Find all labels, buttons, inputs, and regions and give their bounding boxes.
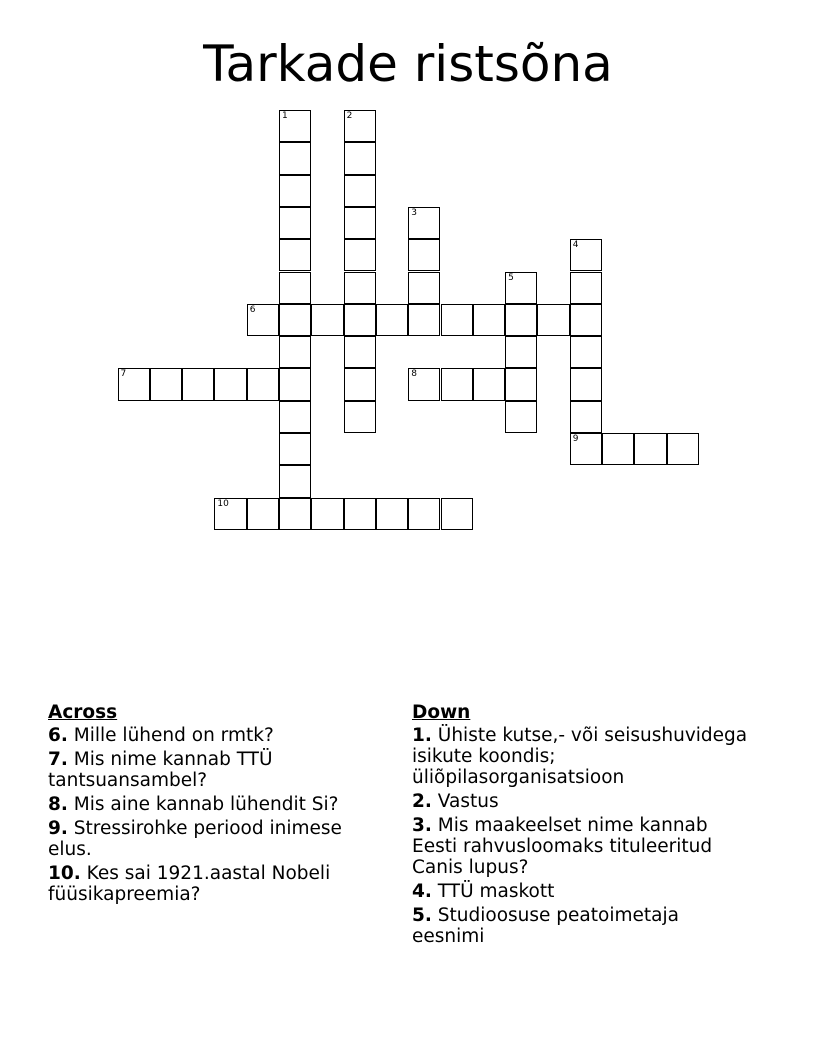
grid-cell[interactable] [344,175,376,207]
clue-across-8 [48,794,378,815]
grid-cell[interactable] [344,401,376,433]
grid-cell[interactable] [441,304,473,336]
clue-number: 8. [48,794,68,815]
grid-cell[interactable] [279,465,311,497]
grid-cell[interactable] [505,304,537,336]
grid-cell[interactable] [505,272,537,304]
grid-cell[interactable] [344,207,376,239]
clue-down-4 [412,881,757,902]
grid-cell[interactable] [667,433,699,465]
grid-cell[interactable] [473,304,505,336]
grid-cell[interactable] [311,498,343,530]
clue-across-10 [48,863,378,905]
cell-number: 4 [572,240,579,251]
grid-cell[interactable] [344,272,376,304]
down-clues [412,702,757,950]
clue-down-2 [412,791,757,812]
clue-number: 4. [412,881,432,902]
cell-number: 10 [217,498,229,509]
across-heading: Across [48,702,118,723]
grid-cell[interactable] [344,368,376,400]
grid-cell[interactable] [311,304,343,336]
grid-cell[interactable] [602,433,634,465]
grid-cell[interactable] [279,272,311,304]
clue-across-6 [48,725,378,746]
grid-cell[interactable] [279,368,311,400]
grid-cell[interactable] [279,175,311,207]
cell-number: 5 [508,272,514,283]
grid-cell[interactable] [279,336,311,368]
grid-cell[interactable] [505,368,537,400]
cell-number: 8 [411,369,417,380]
grid-cell[interactable] [279,110,311,142]
grid-cell[interactable] [570,368,602,400]
clue-number: 2. [412,791,432,812]
cell-number: 6 [249,304,256,315]
grid-cell[interactable] [441,368,473,400]
down-heading: Down [412,702,471,723]
clue-across-9 [48,818,378,860]
grid-cell[interactable] [118,368,150,400]
grid-cell[interactable] [279,401,311,433]
grid-cell[interactable] [408,368,440,400]
clue-text: Mis maakeelset nime kannab Eesti rahvusloomaks tituleeritud Canis lupus? [412,815,713,878]
grid-cell[interactable] [344,304,376,336]
clue-across-7 [48,749,378,791]
grid-cell[interactable] [570,433,602,465]
clue-number: 7. [48,749,68,770]
grid-cell[interactable] [150,368,182,400]
grid-cell[interactable] [247,368,279,400]
clue-number: 9. [48,818,68,839]
clue-down-3 [412,815,757,878]
grid-cell[interactable] [279,239,311,271]
grid-cell[interactable] [344,498,376,530]
grid-cell[interactable] [408,272,440,304]
grid-cell[interactable] [376,498,408,530]
grid-cell[interactable] [408,239,440,271]
clue-number: 6. [48,725,68,746]
grid-cell[interactable] [279,433,311,465]
grid-cell[interactable] [473,368,505,400]
clue-text: Ühiste kutse,- või seisushuvidega isikute koondis; üliõpilasorganisatsioon [412,725,748,788]
clue-text: Mis aine kannab lühendit Si? [67,794,339,815]
clue-down-5 [412,905,757,947]
clue-text: Stressirohke periood inimese elus. [48,818,342,860]
grid-cell[interactable] [279,207,311,239]
grid-cell[interactable] [408,498,440,530]
clue-text: Studioosuse peatoimetaja eesnimi [412,905,679,947]
grid-cell[interactable] [537,304,569,336]
grid-cell[interactable] [570,336,602,368]
grid-cell[interactable] [634,433,666,465]
clue-text: Mille lühend on rmtk? [67,725,274,746]
clue-down-1 [412,725,757,788]
clue-text: Kes sai 1921.aastal Nobeli füüsikapreemia? [48,863,331,905]
clue-text: TTÜ maskott [431,881,555,902]
clue-number: 1. [412,725,432,746]
grid-cell[interactable] [408,207,440,239]
cell-number: 1 [282,111,288,121]
grid-cell[interactable] [570,401,602,433]
grid-cell[interactable] [376,304,408,336]
grid-cell[interactable] [279,498,311,530]
puzzle-title: Tarkade ristsõna [203,35,613,93]
clue-text: Vastus [431,791,499,812]
grid-cell[interactable] [441,498,473,530]
grid-cell[interactable] [570,304,602,336]
clue-number: 10. [48,863,81,884]
grid-cell[interactable] [505,336,537,368]
grid-cell[interactable] [570,239,602,271]
grid-cell[interactable] [344,336,376,368]
grid-cell[interactable] [344,142,376,174]
clue-text: Mis nime kannab TTÜ tantsuansambel? [48,749,273,791]
across-clues [48,702,378,908]
cell-number: 7 [120,369,127,380]
cell-number: 3 [411,207,417,218]
grid-cell[interactable] [214,368,246,400]
grid-cell[interactable] [344,239,376,271]
grid-cell[interactable] [279,304,311,336]
grid-cell[interactable] [182,368,214,400]
grid-cell[interactable] [247,498,279,530]
grid-cell[interactable] [408,304,440,336]
clue-number: 5. [412,905,432,926]
grid-cell[interactable] [505,401,537,433]
grid-cell[interactable] [570,272,602,304]
grid-cell[interactable] [214,498,246,530]
clue-number: 3. [412,815,432,836]
grid-cell[interactable] [344,110,376,142]
cell-number: 2 [346,111,353,121]
cell-number: 9 [572,434,579,444]
grid-cell[interactable] [279,142,311,174]
grid-cell[interactable] [247,304,279,336]
